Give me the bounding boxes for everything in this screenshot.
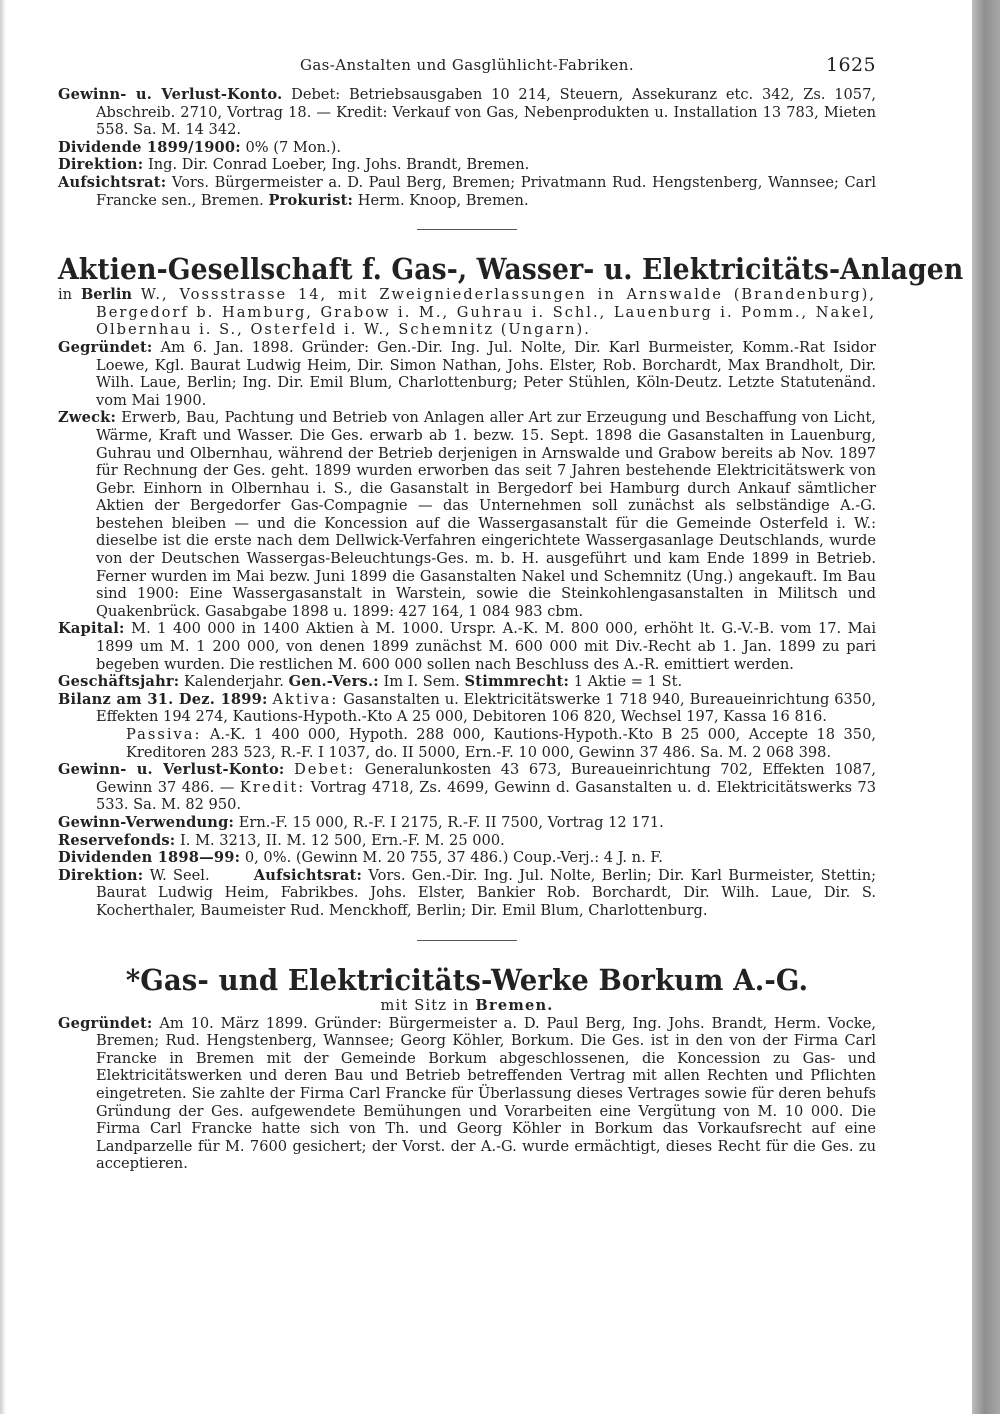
document-page [58,54,964,1173]
field-text: Erwerb, Bau, Pachtung und Betrieb von Anlagen aller Art zur Erzeugung und Beschaffung von Licht, Wärme, Kraft und Wasser. Die Ges. erwarb ab 1. bezw. 15. Sept. 1898 die Gasanstalten in Lauenburg, Guhrau und Olbernhau, während der Betrieb derjenigen in Arnswalde und Grabow bereits ab Nov. 1897 für Rechnung der Ges. geht. 1899 wurden erworben das seit 7 Jahren bestehende Elektricitätswerk von Gebr. Einhorn in Olbernhau i. S., die Gasanstalt in Bergedorf bei Hamburg durch Ankauf sämtlicher Aktien der Bergedorfer Gas-Compagnie — das Unternehmen soll zunächst als selbständige A.-G. bestehen bleiben — und die Koncession auf die Wassergasanstalt für die Gemeinde Osterfeld i. W.: dieselbe ist die erste nach dem Dellwick-Verfahren eingerichtete Wassergasanlage Deutschlands, wurde von der Deutschen Wassergas-Beleuchtungs-Ges. m. b. H. ausgeführt und kam Ende 1899 in Betrieb. Ferner wurden im Mai bezw. Juni 1899 die Gasanstalten Nakel und Schemnitz (Ung.) angekauft. Im Bau sind 1900: Eine Wassergasanstalt in Warstein, sowie die Steinkohlengasanstalten in Militsch und Quakenbrück. Gasabgabe 1898 u. 1899: 427 164, 1 084 983 cbm. [96,409,876,620]
field-text: A.-K. 1 400 000, Hypoth. 288 000, Kautions-Hypoth.-Kto B 25 000, Accepte 18 350, Kreditoren 283 523, R.-F. I 1037, do. II 5000, Ern.-F. 10 000, Gewinn 37 486. Sa. M. 2 068 398. [126,726,877,761]
entry-field [58,86,876,139]
field-label: Gewinn- u. Verlust-Konto: [58,761,285,779]
field-text: Vortrag 4718, Zs. 4699, Gewinn d. Gasanstalten u. d. Elektricitätswerks 73 533. Sa. M. 82 950. [96,778,877,814]
field-text: Im I. Sem. [383,673,460,691]
page-number: 1625 [826,54,876,76]
entry-field [58,1015,876,1173]
entry-field [58,156,876,174]
field-text: Am 6. Jan. 1898. Gründer: Gen.-Dir. Ing. Jul. Nolte, Dir. Karl Burmeister, Komm.-Rat Isidor Loewe, Kgl. Baurat Ludwig Heim, Dir. Simon Nathan, Johs. Elster, Rob. Borchardt, Max Brandholt, Dir. Wilh. Laue, Berlin; Ing. Dir. Emil Blum, Charlottenburg; Peter Stühlen, Köln-Deutz. Letzte Statutenänd. vom Mai 1900. [96,338,876,409]
entry-field [58,673,876,691]
company-title: Aktien-Gesellschaft f. Gas-, Wasser- u. Elektricitäts-Anlagen [58,252,964,287]
field-label: Kapital: [58,620,125,638]
field-label: Zweck: [58,409,117,427]
field-text: Ing. Dir. Conrad Loeber, Ing. Johs. Brandt, Bremen. [147,156,530,174]
entry-aktien-gesellschaft [58,252,964,919]
entry-field [58,814,876,832]
company-title: *Gas- und Elektricitäts-Werke Borkum A.-G. [125,962,809,997]
field-text: W., Vossstrasse 14, mit Zweigniederlassungen in Arnswalde (Brandenburg), Bergedorf b. Hamburg, Grabow i. M., Guhrau i. Schl., Lauenburg i. Pomm., Nakel, Olbernhau i. S., Osterfeld i. W., Schemnitz (Ungarn). [96,286,877,339]
field-label: Gegründet: [58,338,153,356]
field-label: Dividende 1899/1900: [58,138,241,156]
field-text: Vors. Gen.-Dir. Ing. Jul. Nolte, Berlin; Dir. Karl Burmeister, Stettin; Baurat Ludwig Heim, Fabrikbes. Johs. Elster, Bankier Rob. Borchardt, Dir. Wilh. Laue, Dir. S. Kocherthaler, Baumeister Rud. Menckhoff, Berlin; Dir. Emil Blum, Charlottenburg. [96,866,877,919]
field-text: I. M. 3213, II. M. 12 500, Ern.-F. M. 25 000. [180,831,505,849]
entry-field [58,139,876,157]
field-text: mit Sitz in [380,996,470,1014]
field-text: M. 1 400 000 in 1400 Aktien à M. 1000. Urspr. A.-K. M. 800 000, erhöht lt. G.-V.-B. vom 17. Mai 1899 um M. 1 200 000, von denen 1899 zunächst M. 600 000 mit Div.-Recht ab 1. Jan. 1899 zu pari begeben wurden. Die restlichen M. 600 000 sollen nach Beschluss des A.-R. emittiert werden. [96,620,876,673]
running-header [58,56,876,86]
field-label: Prokurist: [268,191,354,209]
entry-field [58,761,876,814]
field-text: Debet: Betriebsausgaben 10 214, Steuern, Assekuranz etc. 342, Zs. 1057, Abschreib. 2710, Vortrag 18. — Kredit: Verkauf von Gas, Nebenprodukten u. Installation 13 783, Mieten 558. Sa. M. 14 342. [96,86,877,139]
field-label: Aufsichtsrat: [253,866,363,884]
city-name: Bremen. [475,996,554,1014]
entry-field [58,286,876,339]
field-label: Aktiva: [272,690,339,708]
section-divider [417,229,517,230]
field-label: Gen.-Vers.: [288,673,379,691]
entry-field [58,726,876,761]
field-text: 0, 0%. (Gewinn M. 20 755, 37 486.) Coup.-Verj.: 4 J. n. F. [244,849,663,867]
field-label: Bilanz am 31. Dez. 1899: [58,690,268,708]
field-label: Geschäftsjahr: [58,673,180,691]
scan-edge-right [972,0,1000,1414]
field-text: Herm. Knoop, Bremen. [357,191,529,209]
field-label: Direktion: [58,156,144,174]
field-text: Vors. Bürgermeister a. D. Paul Berg, Bremen; Privatmann Rud. Hengstenberg, Wannsee; Carl Francke sen., Bremen. [96,173,876,209]
field-text: 1 Aktie = 1 St. [573,673,683,691]
scan-edge-left [0,0,6,1414]
entry-field [58,339,876,409]
city-name: Berlin [80,286,132,304]
field-text: Kalenderjahr. [184,673,284,691]
field-text: Am 10. März 1899. Gründer: Bürgermeister a. D. Paul Berg, Ing. Johs. Brandt, Herm. Vocke, Bremen; Rud. Hengstenberg, Wannsee; Georg Köhler, Borkum. Die Ges. ist in den von der Firma Carl Francke in Bremen mit der Gemeinde Borkum abgeschlossenen, die Koncession zu Gas- und Elektricitätswerken und deren Bau und Betrieb betreffenden Vertrag mit allen Rechten und Pflichten eingetreten. Sie zahlte der Firma Carl Francke für Überlassung dieses Vertrages sowie für deren behufs Gründung der Ges. aufgewendete Bemühungen und Vorarbeiten eine Vergütung von M. 10 000. Die Firma Carl Francke hatte sich von Th. und Georg Köhler in Borkum das Vorkaufsrecht auf eine Landparzelle für M. 7600 gesichert; der Vorst. der A.-G. wurde ermächtigt, dieses Recht für die Ges. zu acceptieren. [96,1014,877,1173]
entry-field [58,691,876,726]
section-divider [417,940,517,941]
field-text: Gasanstalten u. Elektricitätswerke 1 718 940, Bureaueinrichtung 6350, Effekten 194 274, Kautions-Hypoth.-Kto A 25 000, Debitoren 106 820, Wechsel 197, Kassa 16 816. [96,690,877,726]
field-label: Gewinn-Verwendung: [58,813,235,831]
field-text: in [58,286,73,304]
field-label: Passiva: [126,726,202,743]
entry-field [58,849,876,867]
field-label: Kredit: [239,778,306,796]
field-label: Debet: [294,761,356,779]
field-text: Generalunkosten 43 673, Bureaueinrichtung 702, Effekten 1087, Gewinn 37 486. — [96,761,877,796]
field-text: Ern.-F. 15 000, R.-F. I 2175, R.-F. II 7500, Vortrag 12 171. [238,813,664,831]
company-seat [58,997,876,1015]
field-text: 0% (7 Mon.). [245,138,342,156]
field-text: W. Seel. [149,866,210,884]
field-label: Aufsichtsrat: [58,173,167,191]
field-label: Gegründet: [58,1014,153,1032]
field-label: Stimmrecht: [464,673,570,691]
field-label: Direktion: [58,866,144,884]
entry-continuation [58,86,876,209]
entry-field [58,867,876,920]
field-label: Reservefonds: [58,831,176,849]
entry-field [58,409,876,620]
field-label: Gewinn- u. Verlust-Konto. [58,86,283,103]
entry-field [58,832,876,850]
field-label: Dividenden 1898—99: [58,849,241,867]
entry-borkum [58,963,876,1173]
entry-field [58,620,876,673]
entry-field [58,174,876,209]
header-title: Gas-Anstalten und Gasglühlicht-Fabriken. [299,56,635,74]
